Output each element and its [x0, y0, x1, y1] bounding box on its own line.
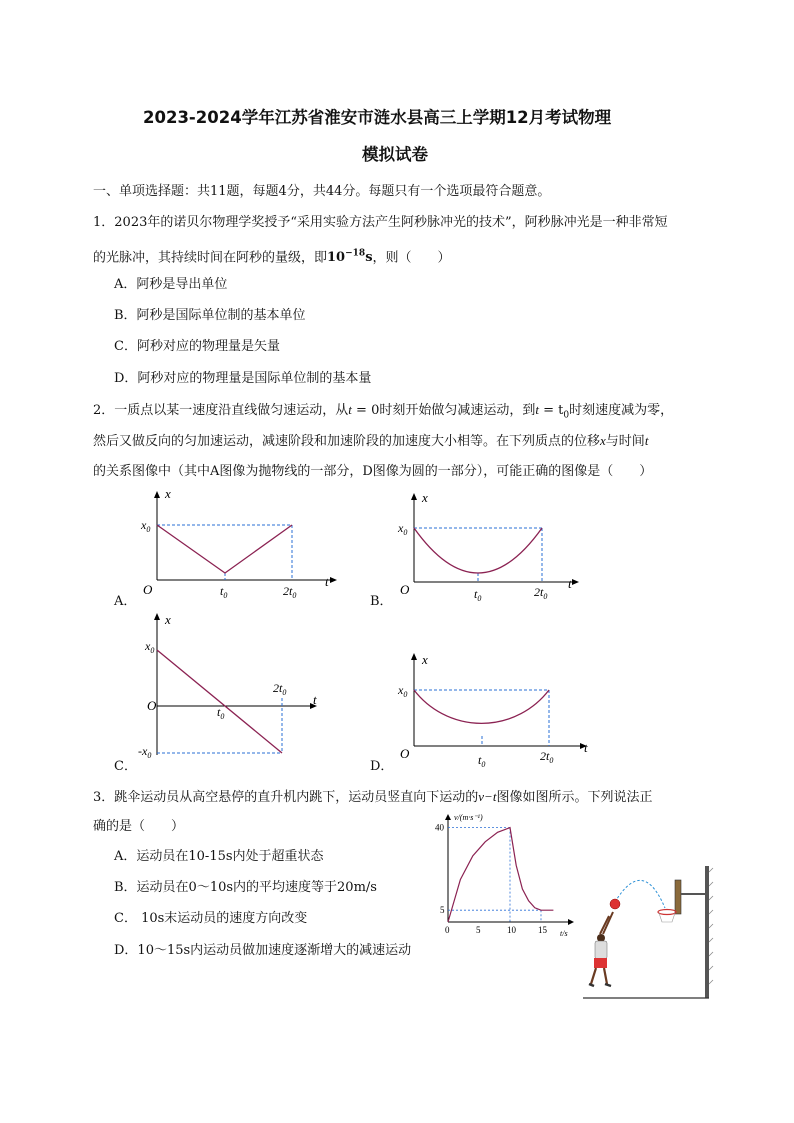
- basketball-illustration: [583, 866, 713, 1001]
- axis-t-label: t: [584, 740, 588, 755]
- q3-vt-chart: [428, 812, 578, 942]
- axis-x-label: x: [422, 490, 428, 505]
- q2-graph-d: [392, 648, 602, 768]
- 2t0-label: $2t_0$: [540, 749, 554, 765]
- x-tick-label: 15: [538, 925, 547, 935]
- axis-t-label: t: [325, 574, 329, 589]
- q2-line2: 然后又做反向的匀加速运动，减速阶段和加速阶段的加速度大小相等。在下列质点的位移x与时间t: [93, 433, 649, 449]
- q2-graph-c: [135, 610, 345, 765]
- 2t0-label: $2t_0$: [534, 585, 548, 601]
- x-axis-label: t/s: [560, 929, 568, 938]
- axis-x-label: x: [422, 652, 428, 667]
- q1-option-a[interactable]: A．阿秒是导出单位: [114, 277, 228, 292]
- origin-label: O: [147, 698, 157, 713]
- q2-graph-a: [135, 488, 345, 608]
- t0-label: $t_0$: [474, 587, 482, 603]
- axis-t-label: t: [568, 576, 572, 591]
- axis-t-label: t: [313, 692, 317, 707]
- q3-option-c[interactable]: C． 10s末运动员的速度方向改变: [114, 911, 308, 926]
- y-axis-label: v/(m·s⁻¹): [454, 813, 483, 822]
- q3-line1: 3．跳伞运动员从高空悬停的直升机内跳下，运动员竖直向下运动的v−t图像如图所示。下列说法正: [93, 789, 653, 805]
- q2-line3: 的关系图像中（其中A图像为抛物线的一部分，D图像为圆的一部分），可能正确的图像是（ ）: [93, 464, 653, 479]
- t0-label: $t_0$: [478, 753, 486, 769]
- q1-option-c[interactable]: C．阿秒对应的物理量是矢量: [114, 339, 280, 354]
- q2-option-c[interactable]: C．: [114, 759, 137, 774]
- t0-label: $t_0$: [217, 705, 225, 721]
- x-tick-label: 0: [445, 925, 450, 935]
- section-heading: 一、单项选择题：共11题，每题4分，共44分。每题只有一个选项最符合题意。: [93, 184, 551, 199]
- q2-line1: 2．一质点以某一速度沿直线做匀速运动，从t = 0时刻开始做匀减速运动，到$t = t_0$时刻速度减为零，: [93, 402, 674, 421]
- x-tick-label: 5: [476, 925, 481, 935]
- q1-option-d[interactable]: D．阿秒对应的物理量是国际单位制的基本量: [114, 371, 372, 386]
- x0-label: $x_0$: [145, 639, 155, 655]
- t0-label: $t_0$: [220, 584, 228, 600]
- q3-option-d[interactable]: D．10～15s内运动员做加速度逐渐增大的减速运动: [114, 943, 412, 958]
- q3-option-a[interactable]: A．运动员在10-15s内处于超重状态: [114, 849, 324, 864]
- y-tick-label: 40: [435, 822, 444, 833]
- q3-option-b[interactable]: B．运动员在0～10s内的平均速度等于20m/s: [114, 880, 377, 895]
- x-tick-label: 10: [507, 925, 516, 935]
- axis-x-label: x: [165, 486, 171, 501]
- axis-x-label: x: [165, 612, 171, 627]
- paper-title-line1: 2023-2024学年江苏省淮安市涟水县高三上学期12月考试物理: [143, 108, 612, 127]
- q1-line1: 1．2023年的诺贝尔物理学奖授予“采用实验方法产生阿秒脉冲光的技术”，阿秒脉冲光是一种非常短: [93, 215, 668, 230]
- q2-option-a[interactable]: A．: [114, 594, 137, 609]
- 2t0-label: $2t_0$: [273, 681, 287, 697]
- origin-label: O: [143, 582, 153, 597]
- 2t0-label: $2t_0$: [283, 584, 297, 600]
- y-tick-label: 5: [440, 905, 445, 916]
- series-line-v: [448, 828, 553, 922]
- q2-graph-b: [392, 490, 602, 610]
- x0-label: $x_0$: [398, 521, 408, 537]
- x0-label: $x_0$: [141, 518, 151, 534]
- origin-label: O: [400, 582, 410, 597]
- q2-option-d[interactable]: D．: [370, 759, 394, 774]
- neg-x0-label: $-x_0$: [138, 744, 152, 760]
- q1-option-b[interactable]: B．阿秒是国际单位制的基本单位: [114, 308, 306, 323]
- q1-line2: 的光脉冲，其持续时间在阿秒的量级，即$10^{-18}s$，则（ ）: [93, 249, 451, 266]
- q1-expr: $10^{-18}s$: [327, 249, 373, 266]
- q3-line2: 确的是（ ）: [93, 819, 185, 834]
- paper-title-line2: 模拟试卷: [362, 145, 428, 164]
- q2-option-b[interactable]: B．: [370, 594, 393, 609]
- origin-label: O: [400, 746, 410, 761]
- x0-label: $x_0$: [398, 683, 408, 699]
